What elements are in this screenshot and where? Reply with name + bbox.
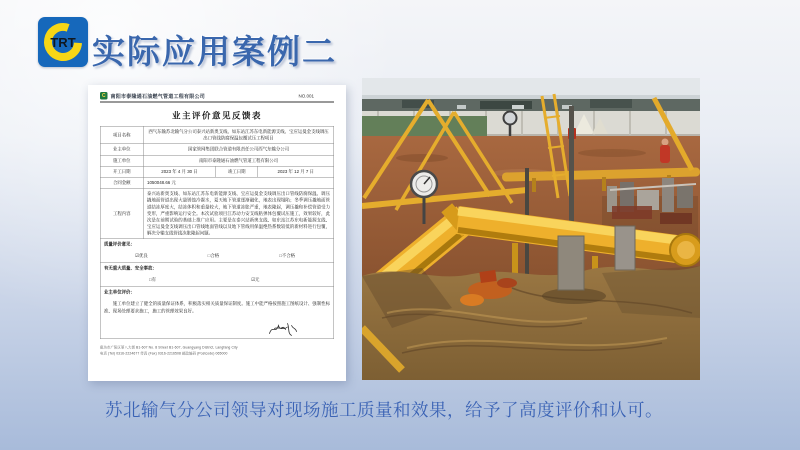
checkbox-pass[interactable]: □合格: [207, 252, 220, 258]
evaluation-table: [100, 126, 334, 339]
trt-logo-icon: [38, 17, 88, 67]
table-row-evaluation: [100, 287, 334, 339]
quality-section-label: 质量评价意见：: [104, 241, 135, 247]
document-number: NO.001: [298, 93, 314, 99]
footer-address: 廊坊市广阳区第八大街 B1-607 No. 8 Street B1-607, Guangyang District, Langfang City: [100, 346, 238, 350]
row-label: 施工单位: [100, 155, 143, 166]
start-date-label: 开工日期: [100, 166, 143, 177]
photo-tarp: [362, 266, 700, 380]
table-row-amount: [100, 177, 334, 188]
document-title: 业主评价意见反馈表: [172, 111, 262, 121]
table-row-content: [100, 188, 334, 239]
amount-value: 1050048.66 元: [143, 177, 334, 188]
footer-contacts: 电话 (Tel) 0316-2224677 传真 (Fax) 0316-2216508 邮政编码 (Postcode) 065000: [100, 351, 228, 356]
photo-treeline: [362, 99, 700, 112]
amount-label: 合同金额: [100, 177, 143, 188]
accidents-section-label: 有无重大质量、安全事故：: [104, 265, 157, 271]
logo-text: TRT: [50, 35, 76, 50]
checkbox-yes[interactable]: □有: [149, 276, 157, 282]
checkbox-no[interactable]: ☑无: [251, 276, 260, 282]
table-row-quality: [100, 239, 334, 263]
row-label: 项目名称: [100, 126, 143, 144]
table-row: [100, 155, 334, 166]
evaluation-text: 施工单位建立了健全的质量保证体系，积极落实相关质量保证制度。施工中能严格按照施工图纸设计、强制性标准、现场处理要求施工，施工的管理效果良好。: [104, 300, 330, 314]
evaluation-section-label: 业主单位评价：: [104, 289, 135, 295]
signature: [266, 321, 299, 338]
row-value: 西气东输苏北输气分公司泰兴站新奥支线、如东站江苏东电新能源支线、宝应运曼金支线调压出口管线防腐保温包覆试压工程项目: [143, 126, 334, 144]
row-label: 业主单位: [100, 144, 143, 155]
row-value: 国家管网集团联合管道有限责任公司西气东输分公司: [143, 144, 334, 155]
end-date-value: 2023 年 12 月 7 日: [258, 166, 334, 177]
document-company-name: 南阳市泰隆通石油燃气管道工程有限公司: [110, 94, 205, 100]
site-photo: [362, 78, 700, 380]
document-company-logo-icon: C: [101, 92, 106, 99]
page-title: 实际应用案例二: [92, 33, 337, 70]
end-date-label: 竣工日期: [216, 166, 258, 177]
table-row: [100, 126, 334, 144]
document-footer: [100, 345, 334, 357]
table-row-accidents: [100, 263, 334, 287]
table-row-dates: [100, 166, 334, 177]
company-logo: [38, 17, 88, 67]
document-header: [100, 92, 334, 103]
table-row: [100, 144, 334, 155]
evaluation-form-document: [88, 85, 346, 381]
slide-caption: 苏北输气分公司领导对现场施工质量和效果，给予了高度评价和认可。: [105, 400, 663, 420]
pipeline-site-illustration: [362, 78, 700, 380]
content-label: 工程内容: [100, 188, 143, 239]
start-date-value: 2023 年 4 月 30 日: [143, 166, 216, 177]
checkbox-fail[interactable]: □不合格: [279, 252, 296, 258]
row-value: 南阳市泰隆通石油燃气管道工程有限公司: [143, 155, 334, 166]
content-value: 泰兴站新奥支线、如东站江苏东电新能源支线、宝应运曼金支线调压出口管线防腐保温。调压撬地面管道出现大量锈蚀冷凝水，夏天地下管道逐渐融化，地表出现塌陷；冬季调压撬地面管道结冻厚度大，结冻体积和重量较大，地下管道冻胀严重，地表隆起，调压撬和补偿管道受力变形，严重影响运行安全。本次试验项目江苏动力安支线粘弹体包覆试压施工，效果较好，此次是在前期试验的基础上推广应用。主要是在泰兴站新奥支线、如东站江苏东电新能源支线、宝应运曼金支线调压出口管线地面管线以及地下管线用保温绝热系数较低的新材料进行包覆，解决分输支线管线冻胀隆起问题。: [143, 188, 334, 239]
checkbox-excellent[interactable]: ☑优良: [135, 252, 148, 258]
